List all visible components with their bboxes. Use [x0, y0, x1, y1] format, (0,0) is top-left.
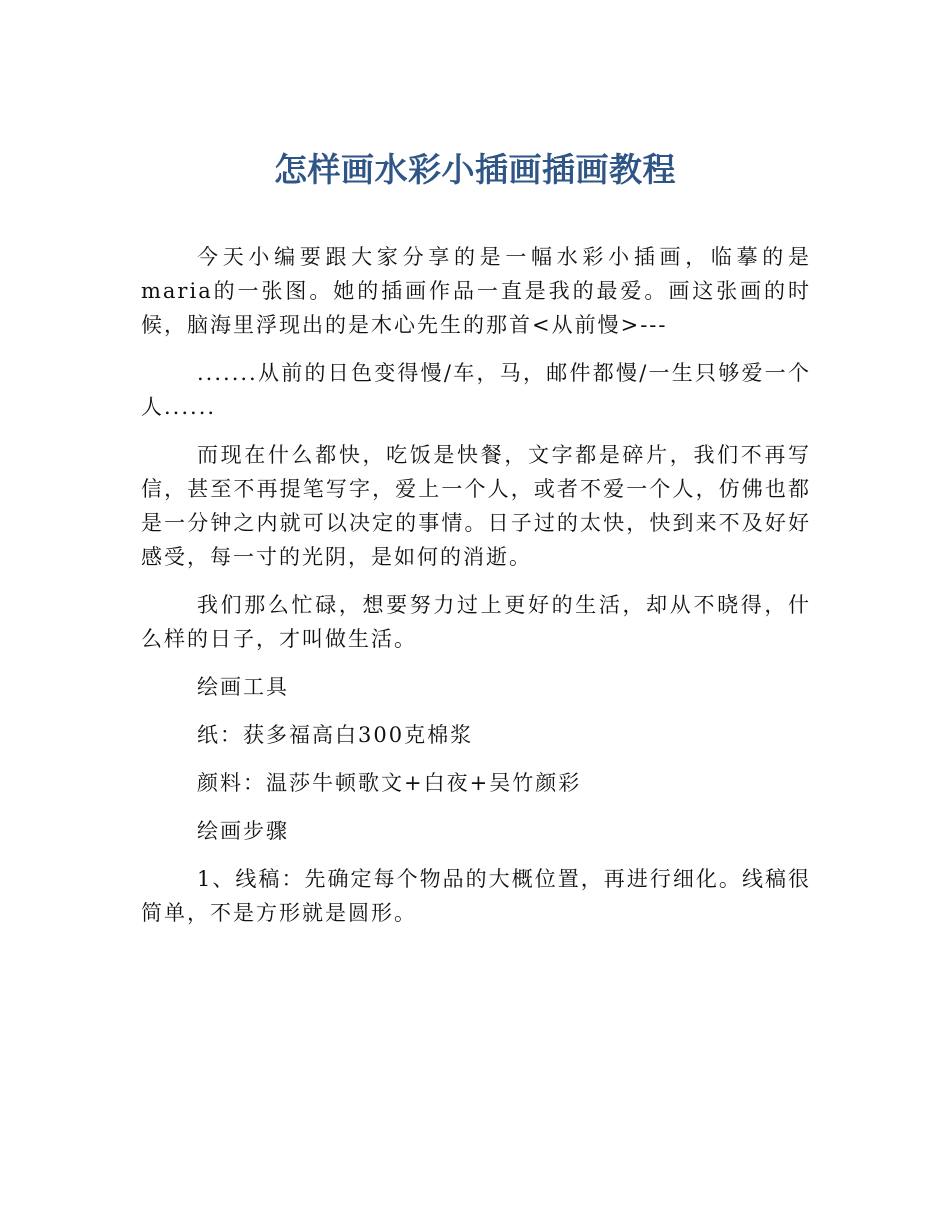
heading-painting-steps: 绘画步骤	[197, 819, 289, 843]
paragraph-step-1: 1、线稿：先确定每个物品的大概位置，再进行细化。线稿很简单，不是方形就是圆形。	[141, 867, 811, 925]
paragraph-reflection: 而现在什么都快，吃饭是快餐，文字都是碎片，我们不再写信，甚至不再提笔写字，爱上一个人，或者不爱一个人，仿佛也都是一分钟之内就可以决定的事情。日子过的太快，快到来不及好好感受，每一寸的光阴，是如何的消逝。	[141, 443, 811, 569]
document-title: 怎样画水彩小插画插画教程	[274, 150, 676, 189]
paragraph-busy-life: 我们那么忙碌，想要努力过上更好的生活，却从不晓得，什么样的日子，才叫做生活。	[141, 593, 811, 651]
paragraph-paints: 颜料：温莎牛顿歌文+白夜+吴竹颜彩	[197, 771, 582, 795]
paragraph-poem-quote: .......从前的日色变得慢/车，马，邮件都慢/一生只够爱一个人......	[141, 361, 811, 419]
heading-painting-tools: 绘画工具	[197, 675, 289, 699]
paragraph-paper: 纸：获多福高白300克棉浆	[197, 723, 474, 747]
paragraph-intro: 今天小编要跟大家分享的是一幅水彩小插画，临摹的是maria的一张图。她的插画作品一直是我的最爱。画这张画的时候，脑海里浮现出的是木心先生的那首<从前慢>---	[141, 245, 811, 337]
document-body	[141, 240, 811, 944]
